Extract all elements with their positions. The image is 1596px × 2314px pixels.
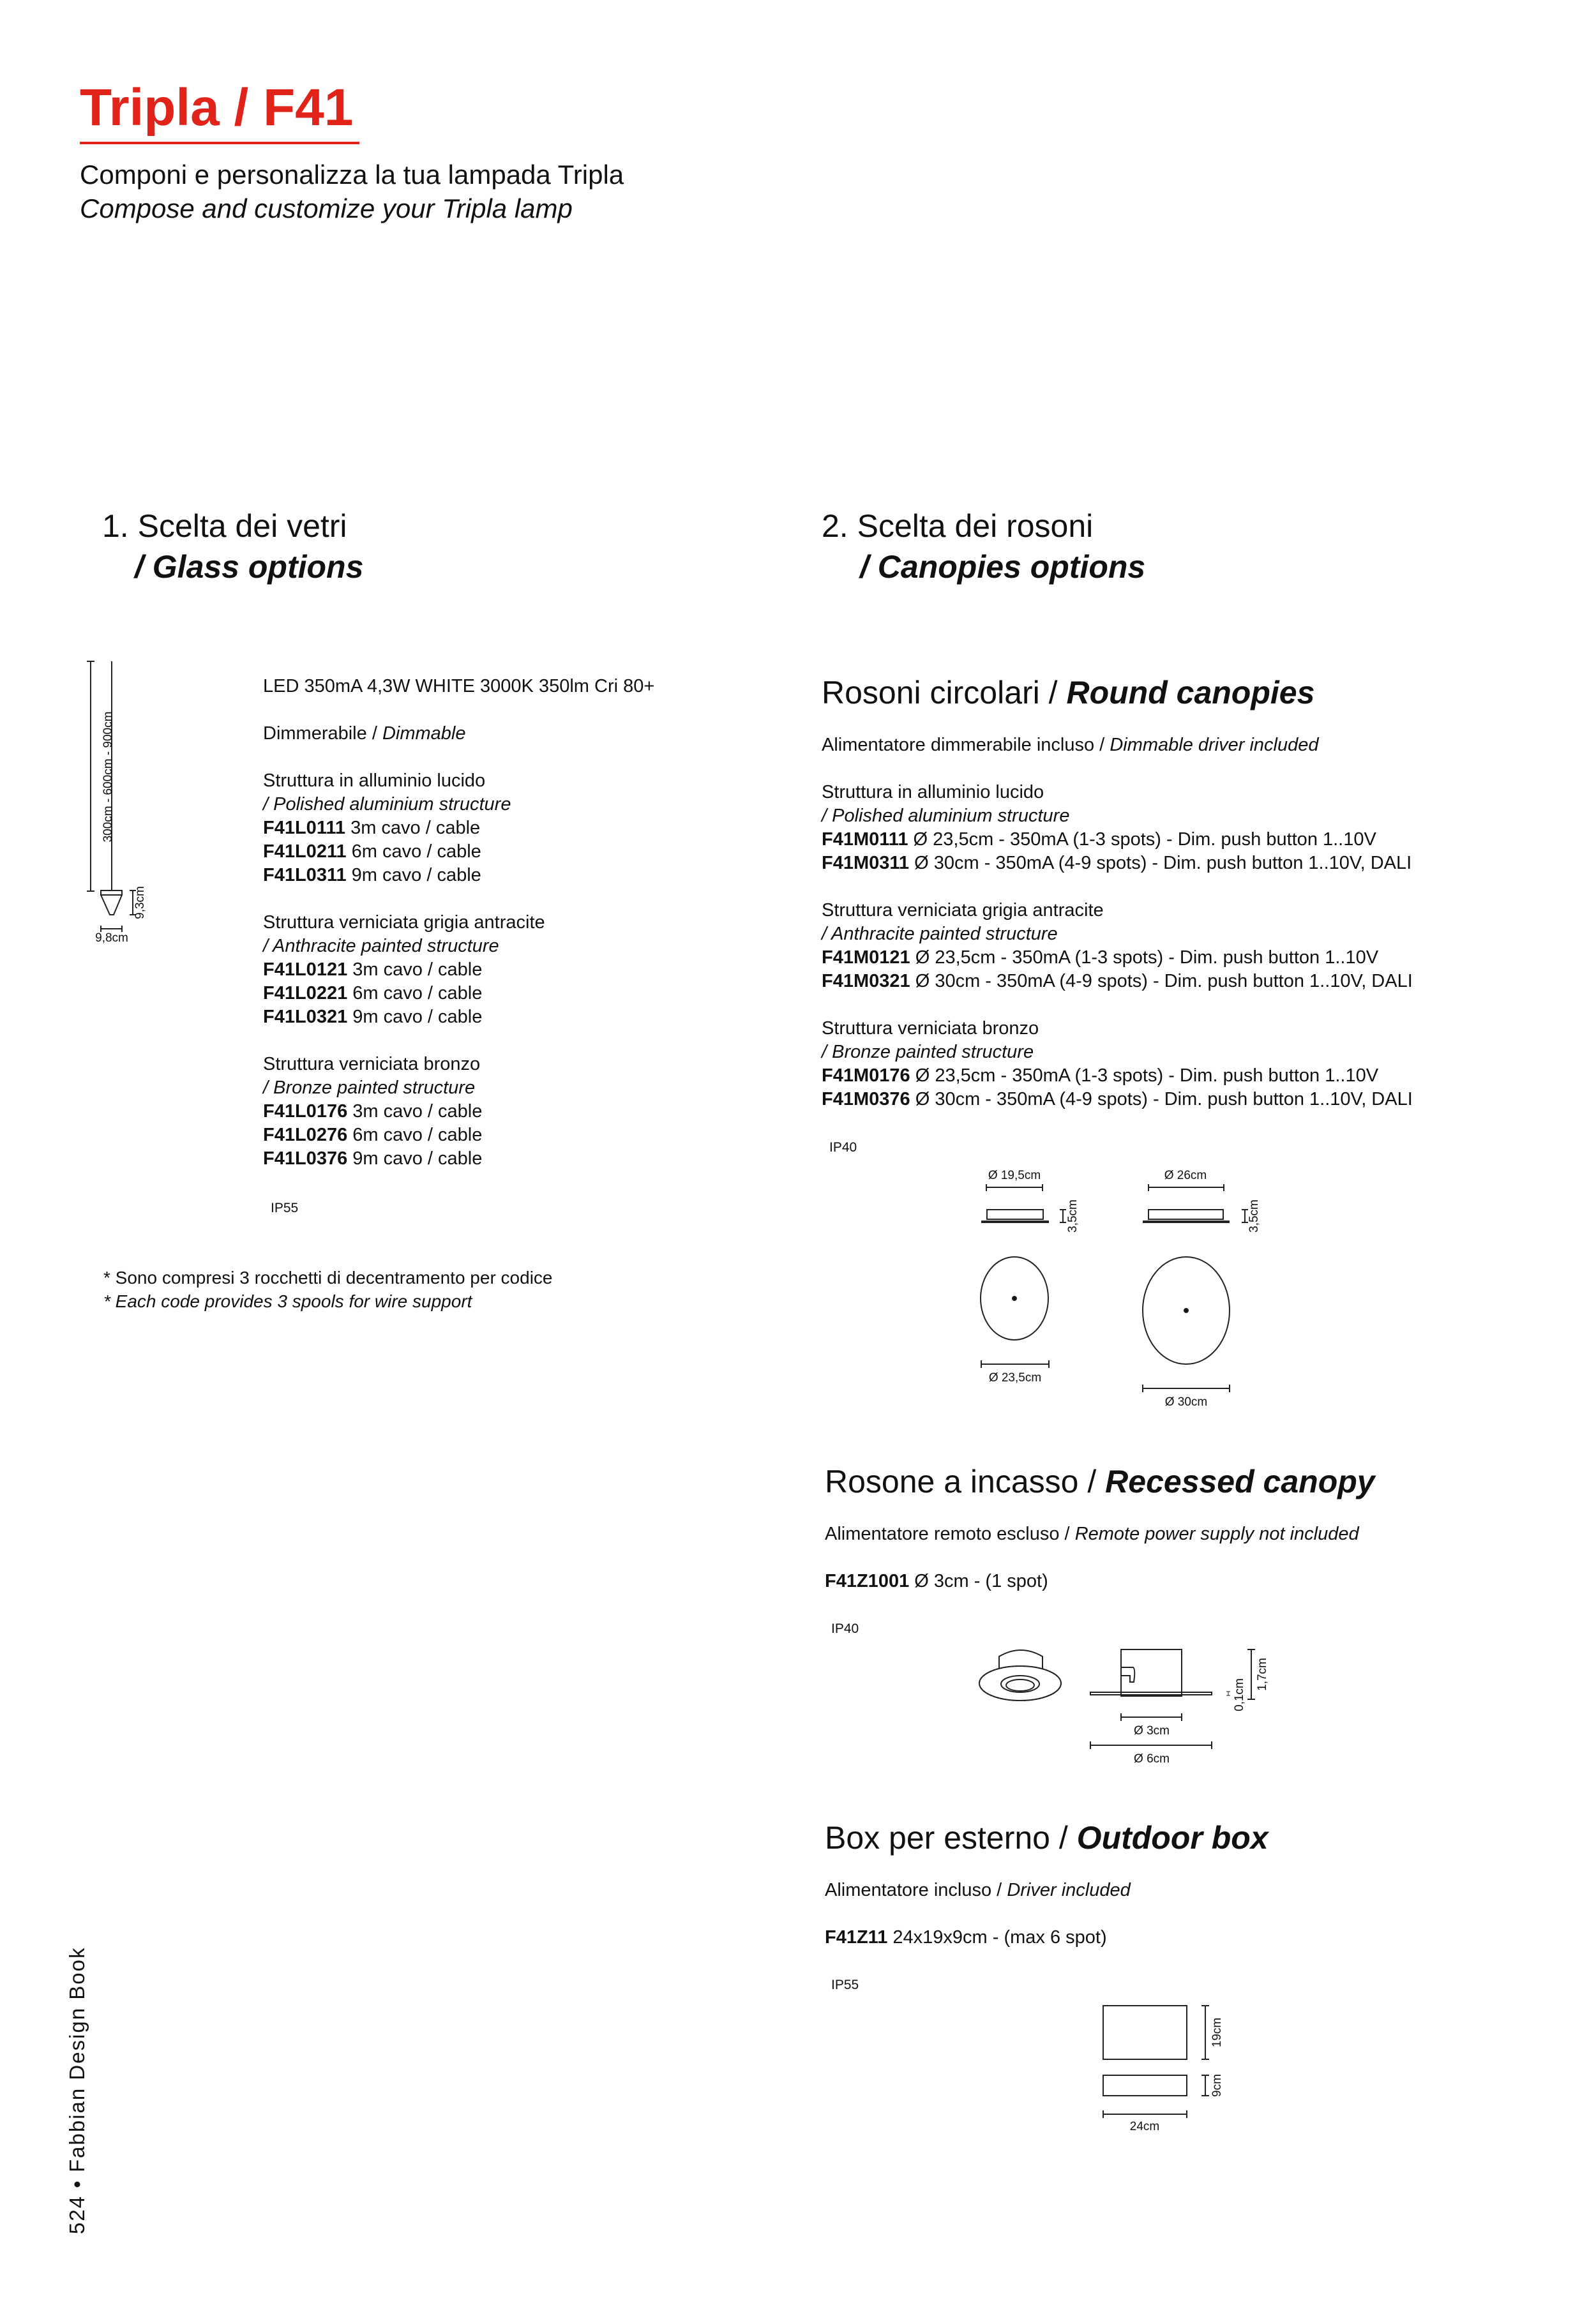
group-title-it: Struttura verniciata grigia antracite [263, 912, 545, 933]
ip-rating: IP55 [831, 1978, 859, 1992]
product-desc: 9m cavo / cable [352, 1007, 483, 1027]
ip-rating: IP40 [829, 1140, 857, 1155]
page-footer: 524 • Fabbian Design Book [65, 1946, 89, 2234]
section2-heading-it: 2. Scelta dei rosoni [822, 508, 1094, 544]
group-title-it: Struttura verniciata grigia antracite [822, 900, 1104, 920]
group-title-en: / Bronze painted structure [263, 1078, 476, 1098]
product-code: F41Z1001 [825, 1571, 910, 1591]
group-title-en: / Anthracite painted structure [263, 936, 499, 956]
product-code: F41L0376 [263, 1148, 348, 1169]
dimmable-it: Dimmerabile / [263, 723, 377, 744]
product-desc: 6m cavo / cable [352, 1125, 483, 1145]
small-canopy-drawing [981, 1169, 1080, 1385]
group-title-en: / Bronze painted structure [822, 1042, 1034, 1062]
product-code: F41M0311 [822, 853, 910, 873]
driver-it: Alimentatore incluso / [825, 1880, 1002, 1900]
product-code: F41Z11 [825, 1927, 888, 1948]
dim-label: 9cm [1210, 2074, 1224, 2097]
page-title: Tripla / F41 [80, 79, 354, 137]
length-label: 300cm - 600cm - 900cm [102, 711, 115, 843]
title-en: Recessed canopy [1105, 1464, 1375, 1499]
dim-label: Ø 30cm [1164, 1395, 1208, 1409]
dim-label: Ø 3cm [1134, 1724, 1170, 1738]
product-desc: 3m cavo / cable [350, 818, 481, 838]
outdoor-box-drawing [1103, 2006, 1224, 2133]
group-title-it: Struttura in alluminio lucido [822, 782, 1044, 802]
group-title-en: / Polished aluminium structure [263, 794, 511, 815]
product-desc: 24x19x9cm - (max 6 spot) [892, 1927, 1107, 1948]
product-desc: 6m cavo / cable [352, 983, 483, 1003]
product-desc: Ø 30cm - 350mA (4-9 spots) - Dim. push button 1..10V, DALI [915, 971, 1413, 991]
product-desc: Ø 3cm - (1 spot) [914, 1571, 1048, 1591]
dim-label: Ø 6cm [1134, 1752, 1170, 1766]
product-code: F41M0176 [822, 1065, 910, 1086]
driver-it: Alimentatore remoto escluso / [825, 1524, 1070, 1544]
large-canopy-drawing [1143, 1169, 1261, 1409]
dim-label: Ø 26cm [1164, 1169, 1207, 1182]
product-code: F41L0321 [263, 1007, 348, 1027]
product-code: F41L0176 [263, 1101, 348, 1122]
driver-en: Remote power supply not included [1074, 1524, 1359, 1544]
ip-rating: IP40 [831, 1621, 859, 1636]
product-code: F41L0311 [263, 865, 347, 885]
dim-label: 3,5cm [1247, 1199, 1261, 1233]
cone-glass-icon [101, 895, 122, 915]
product-desc: Ø 30cm - 350mA (4-9 spots) - Dim. push button 1..10V, DALI [915, 1089, 1413, 1109]
dim-label: 1,7cm [1256, 1658, 1269, 1691]
product-desc: 9m cavo / cable [351, 865, 481, 885]
lamp-cap [101, 890, 122, 895]
ip-rating: IP55 [271, 1201, 299, 1215]
dim-label: 0,1cm [1233, 1678, 1246, 1711]
dim-label: 24cm [1129, 2120, 1160, 2133]
title-en: Outdoor box [1076, 1820, 1269, 1856]
footnote-en: * Each code provides 3 spools for wire support [103, 1291, 472, 1311]
product-code: F41M0111 [822, 829, 908, 850]
width-label: 9,8cm [95, 931, 128, 945]
product-desc: Ø 30cm - 350mA (4-9 spots) - Dim. push button 1..10V, DALI [914, 853, 1412, 873]
recessed-canopy-drawing [979, 1649, 1269, 1766]
product-desc: Ø 23,5cm - 350mA (1-3 spots) - Dim. push button 1..10V [915, 1065, 1379, 1086]
product-desc: 9m cavo / cable [352, 1148, 483, 1169]
driver-it: Alimentatore dimmerabile incluso / [822, 735, 1105, 755]
group-title-it: Struttura in alluminio lucido [263, 770, 486, 791]
product-code: F41M0121 [822, 947, 910, 968]
section1-heading-en: / Glass options [135, 549, 364, 585]
dim-label: Ø 23,5cm [988, 1371, 1042, 1385]
product-desc: 3m cavo / cable [352, 959, 483, 980]
product-desc: Ø 23,5cm - 350mA (1-3 spots) - Dim. push button 1..10V [913, 829, 1376, 850]
product-code: F41M0321 [822, 971, 910, 991]
title-it: Rosone a incasso / [825, 1464, 1097, 1499]
title-en: Round canopies [1066, 675, 1315, 710]
group-title-it: Struttura verniciata bronzo [263, 1054, 481, 1074]
group-title-en: / Anthracite painted structure [822, 924, 1058, 944]
led-spec: LED 350mA 4,3W WHITE 3000K 350lm Cri 80+ [263, 676, 655, 696]
product-code: F41L0211 [263, 841, 347, 862]
title-it: Box per esterno / [825, 1820, 1068, 1856]
product-code: F41L0121 [263, 959, 348, 980]
dim-label: Ø 19,5cm [988, 1169, 1041, 1182]
dimmable-en: Dimmable [382, 723, 466, 744]
length-dimension-line [87, 661, 94, 891]
pendant-lamp-drawing [87, 661, 147, 945]
group-title-en: / Polished aluminium structure [822, 806, 1070, 826]
height-label: 9,3cm [133, 886, 147, 919]
section1-heading-it: 1. Scelta dei vetri [102, 508, 347, 544]
product-code: F41L0276 [263, 1125, 348, 1145]
subtitle-en: Compose and customize your Tripla lamp [80, 193, 573, 223]
product-code: F41L0221 [263, 983, 348, 1003]
dim-label: 19cm [1210, 2017, 1224, 2048]
driver-en: Dimmable driver included [1110, 735, 1319, 755]
product-desc: Ø 23,5cm - 350mA (1-3 spots) - Dim. push button 1..10V [915, 947, 1379, 968]
product-code: F41L0111 [263, 818, 345, 838]
product-code: F41M0376 [822, 1089, 910, 1109]
section2-heading-en: / Canopies options [860, 549, 1146, 585]
footnote-it: * Sono compresi 3 rocchetti di decentramento per codice [103, 1268, 553, 1288]
title-it: Rosoni circolari / [822, 675, 1058, 710]
product-desc: 6m cavo / cable [351, 841, 481, 862]
dim-label: 3,5cm [1066, 1199, 1080, 1233]
subtitle-it: Componi e personalizza la tua lampada Tripla [80, 160, 624, 190]
driver-en: Driver included [1007, 1880, 1131, 1900]
product-desc: 3m cavo / cable [352, 1101, 483, 1122]
group-title-it: Struttura verniciata bronzo [822, 1018, 1039, 1039]
